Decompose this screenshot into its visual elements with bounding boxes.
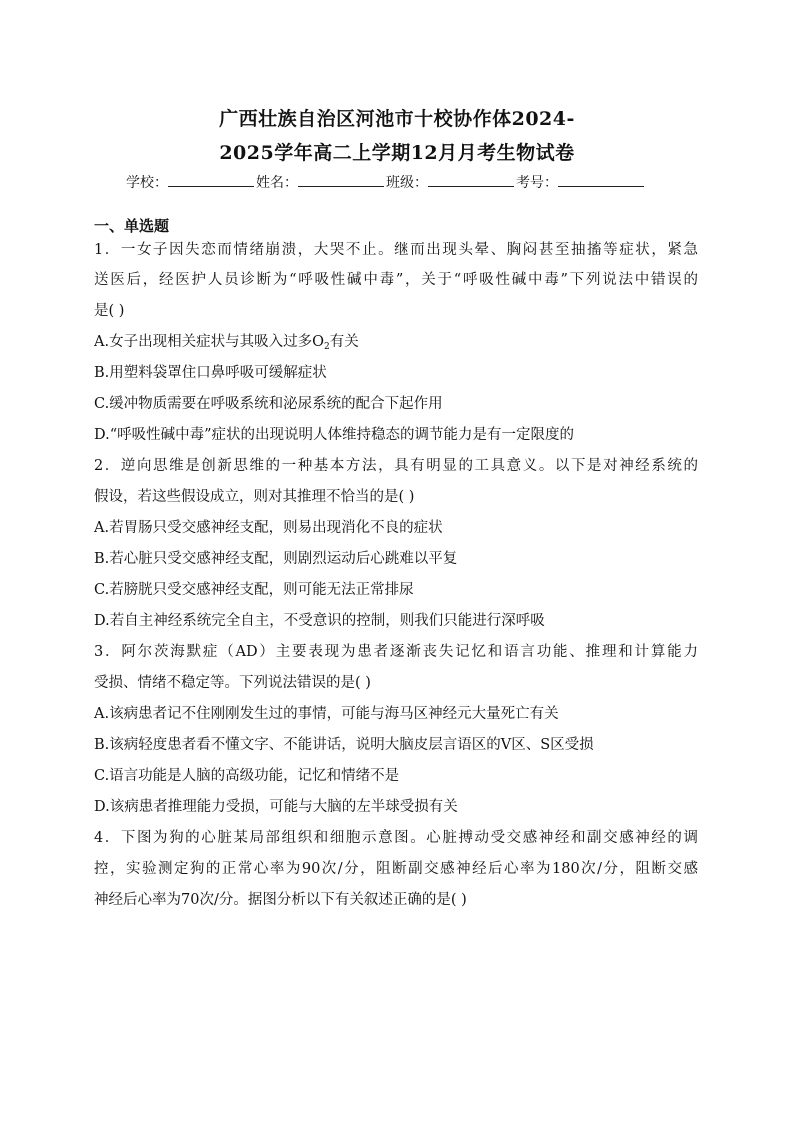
q1-option-b[interactable]: B.用塑料袋罩住口鼻呼吸可缓解症状 <box>94 365 327 381</box>
q4-stem-line-3: 神经后心率为70次/分。据图分析以下有关叙述正确的是( ) <box>94 892 467 908</box>
q3-stem-line-2: 受损、情绪不稳定等。下列说法错误的是( ) <box>94 675 371 691</box>
school-blank[interactable] <box>168 172 254 187</box>
number-blank[interactable] <box>558 172 644 187</box>
name-blank[interactable] <box>298 172 384 187</box>
q4-stem-line-2: 控，实验测定狗的正常心率为90次/分，阻断副交感神经后心率为180次/分，阻断交感 <box>94 861 698 877</box>
q1-option-a-text: A.女子出现相关症状与其吸入过多O <box>94 334 324 350</box>
q1-option-a-tail: 有关 <box>329 334 359 350</box>
school-label: 学校： <box>126 175 168 191</box>
q1-option-c[interactable]: C.缓冲物质需要在呼吸系统和泌尿系统的配合下起作用 <box>94 396 443 412</box>
q3-stem-line-1: 3．阿尔茨海默症（AD）主要表现为患者逐渐丧失记忆和语言功能、推理和计算能力 <box>94 644 698 660</box>
q3-option-b[interactable]: B.该病轻度患者看不懂文字、不能讲话，说明大脑皮层言语区的V区、S区受损 <box>94 737 594 753</box>
q4-stem-line-1: 4．下图为狗的心脏某局部组织和细胞示意图。心脏搏动受交感神经和副交感神经的调 <box>94 830 698 846</box>
number-label: 考号： <box>516 175 558 191</box>
student-info-row <box>126 172 646 192</box>
q1-stem-line-1: 1．一女子因失恋而情绪崩溃，大哭不止。继而出现头晕、胸闷甚至抽搐等症状，紧急 <box>94 242 698 258</box>
q2-option-b[interactable]: B.若心脏只受交感神经支配，则剧烈运动后心跳难以平复 <box>94 551 458 567</box>
q3-option-d[interactable]: D.该病患者推理能力受损，可能与大脑的左半球受损有关 <box>94 799 458 815</box>
exam-title-line-1: 广西壮族自治区河池市十校协作体2024- <box>219 108 575 130</box>
q1-option-d[interactable]: D.“呼吸性碱中毒”症状的出现说明人体维持稳态的调节能力是有一定限度的 <box>94 427 575 443</box>
q2-option-c[interactable]: C.若膀胱只受交感神经支配，则可能无法正常排尿 <box>94 582 414 598</box>
q1-option-a-subscript: 2 <box>323 342 330 352</box>
exam-title-line-2: 2025学年高二上学期12月月考生物试卷 <box>219 142 575 164</box>
class-blank[interactable] <box>428 172 514 187</box>
name-label: 姓名： <box>256 175 298 191</box>
q2-stem-line-2: 假设，若这些假设成立，则对其推理不恰当的是( ) <box>94 489 415 505</box>
q2-stem-line-1: 2．逆向思维是创新思维的一种基本方法，具有明显的工具意义。以下是对神经系统的 <box>94 458 698 474</box>
q3-option-c[interactable]: C.语言功能是人脑的高级功能，记忆和情绪不是 <box>94 768 400 784</box>
q1-option-a[interactable] <box>94 332 698 357</box>
q3-option-a[interactable]: A.该病患者记不住刚刚发生过的事情，可能与海马区神经元大量死亡有关 <box>94 706 559 722</box>
q2-option-d[interactable]: D.若自主神经系统完全自主，不受意识的控制，则我们只能进行深呼吸 <box>94 613 545 629</box>
q2-option-a[interactable]: A.若胃肠只受交感神经支配，则易出现消化不良的症状 <box>94 520 443 536</box>
section-title: 一、单选题 <box>94 217 170 235</box>
class-label: 班级： <box>386 175 428 191</box>
q1-stem-line-3: 是( ) <box>94 303 125 319</box>
q1-stem-line-2: 送医后，经医护人员诊断为“呼吸性碱中毒”，关于“呼吸性碱中毒”下列说法中错误的 <box>94 272 698 288</box>
